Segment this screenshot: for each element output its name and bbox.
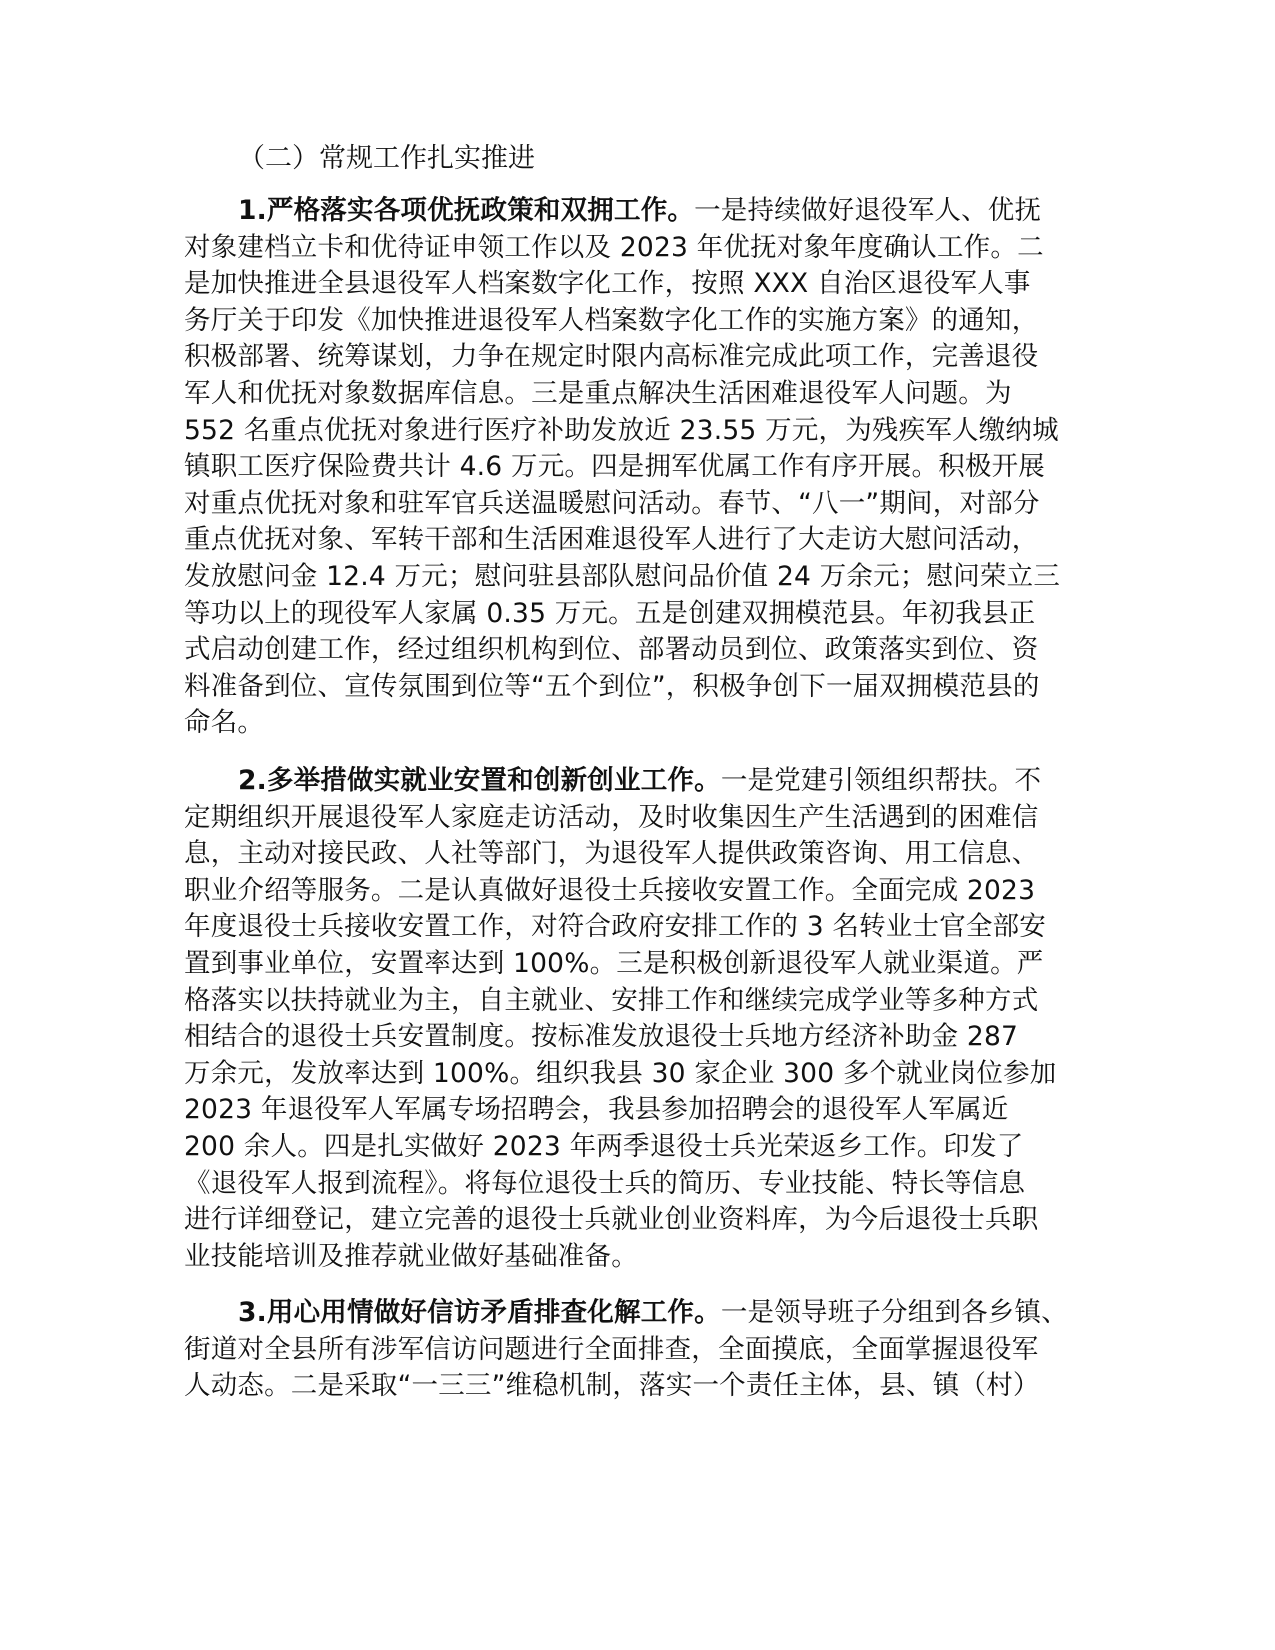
paragraph-line [184,835,1038,873]
paragraph-line [184,1367,1040,1405]
paragraph-line [184,485,1040,523]
paragraph-line [184,595,1035,633]
paragraph-text: 年度退役士兵接收安置工作，对符合政府安排工作的 3 名转业士官全部安 [184,911,1047,943]
paragraph-line [184,1331,1038,1369]
paragraph-line [238,762,1041,800]
paragraph-text: 万余元，发放率达到 100%。组织我县 30 家企业 300 多个就业岗位参加 [184,1057,1057,1089]
paragraph-text: 对象建档立卡和优待证申领工作以及 2023 年优抚对象年度确认工作。二 [184,231,1044,263]
paragraph-line [184,1238,638,1276]
paragraph-text: 《退役军人报到流程》。将每位退役士兵的简历、专业技能、特长等信息 [184,1167,1026,1199]
paragraph-text: 552 名重点优抚对象进行医疗补助发放近 23.55 万元，为残疾军人缴纳城 [184,414,1059,446]
paragraph-text: 定期组织开展退役军人家庭走访活动，及时收集因生产生活遇到的困难信 [184,801,1039,833]
paragraph-text: 是加快推进全县退役军人档案数字化工作，按照 XXX 自治区退役军人事 [184,268,1031,300]
paragraph-text: 式启动创建工作，经过组织机构到位、部署动员到位、政策落实到位、资 [184,634,1039,666]
paragraph-text: 等功以上的现役军人家属 0.35 万元。五是创建双拥模范县。年初我县正 [184,597,1036,629]
paragraph-line [238,192,1041,230]
paragraph-lead: 1.严格落实各项优抚政策和双拥工作。 [238,195,695,226]
paragraph-text: 重点优抚对象、军转干部和生活困难退役军人进行了大走访大慰问活动， [184,524,1039,556]
paragraph-text: 命名。 [184,707,265,739]
paragraph-line [184,412,1059,450]
paragraph-line [184,1091,1008,1129]
paragraph-line [184,945,1043,983]
paragraph-text: 街道对全县所有涉军信访问题进行全面排查，全面摸底，全面掌握退役军 [184,1333,1039,1365]
paragraph-line [184,229,1044,267]
paragraph-text: 镇职工医疗保险费共计 4.6 万元。四是拥军优属工作有序开展。积极开展 [184,451,1045,483]
paragraph-text: 200 余人。四是扎实做好 2023 年两季退役士兵光荣返乡工作。印发了 [184,1131,1024,1162]
paragraph-text: 积极部署、统筹谋划，力争在规定时限内高标准完成此项工作，完善退役 [184,341,1039,373]
paragraph-line [184,799,1038,837]
paragraph-text: 相结合的退役士兵安置制度。按标准发放退役士兵地方经济补助金 287 [184,1021,1019,1053]
paragraph-text: 料准备到位、宣传氛围到位等“五个到位”，积极争创下一届双拥模范县的 [184,670,1040,702]
paragraph-text: 进行详细登记，建立完善的退役士兵就业创业资料库，为今后退役士兵职 [184,1204,1039,1236]
paragraph-line [184,872,1035,910]
paragraph-text: 务厅关于印发《加快推进退役军人档案数字化工作的实施方案》的通知， [184,304,1039,336]
paragraph-lead: 2.多举措做实就业安置和创新创业工作。 [238,765,721,796]
paragraph-text: 置到事业单位，安置率达到 100%。三是积极创新退役军人就业渠道。严 [184,948,1044,979]
paragraph-line [184,1201,1038,1239]
paragraph-line [184,1165,1025,1203]
section-heading: （二）常规工作扎实推进 [238,143,535,174]
paragraph-text: 职业介绍等服务。二是认真做好退役士兵接收安置工作。全面完成 2023 [184,874,1036,906]
paragraph-text: 业技能培训及推荐就业做好基础准备。 [184,1240,638,1272]
paragraph-line [184,1128,1024,1166]
paragraph-text: 人动态。二是采取“一三三”维稳机制，落实一个责任主体，县、镇（村） [184,1370,1040,1402]
paragraph-text: 对重点优抚对象和驻军官兵送温暖慰问活动。春节、“八一”期间，对部分 [184,487,1040,519]
paragraph-line [184,982,1038,1020]
paragraph-line [184,521,1038,559]
paragraph-text: 一是领导班子分组到各乡镇、 [720,1297,1068,1328]
paragraph-line [184,668,1040,706]
paragraph-line [184,338,1038,376]
paragraph-line [184,302,1038,340]
paragraph-line [184,631,1038,669]
paragraph-line [184,704,264,742]
paragraph-line [184,1018,1018,1056]
paragraph-line [184,265,1031,303]
paragraph-lead: 3.用心用情做好信访矛盾排查化解工作。 [238,1297,721,1328]
paragraph-text: 格落实以扶持就业为主，自主就业、安排工作和继续完成学业等多种方式 [184,984,1039,1016]
paragraph-line [184,908,1046,946]
paragraph-line [184,1055,1056,1093]
paragraph-text: 一是党建引领组织帮扶。不 [720,765,1042,796]
paragraph-line [184,448,1045,486]
paragraph-text: 发放慰问金 12.4 万元；慰问驻县部队慰问品价值 24 万余元；慰问荣立三 [184,561,1061,592]
paragraph-text: 息，主动对接民政、人社等部门，为退役军人提供政策咨询、用工信息、 [184,838,1039,870]
paragraph-text: 军人和优抚对象数据库信息。三是重点解决生活困难退役军人问题。为 [184,378,1012,409]
paragraph-text: 一是持续做好退役军人、优抚 [694,195,1042,226]
paragraph-text: 2023 年退役军人军属专场招聘会，我县参加招聘会的退役军人军属近 [184,1094,1009,1126]
paragraph-line [184,558,1060,596]
paragraph-line [184,375,1012,413]
paragraph-line [238,1294,1068,1332]
